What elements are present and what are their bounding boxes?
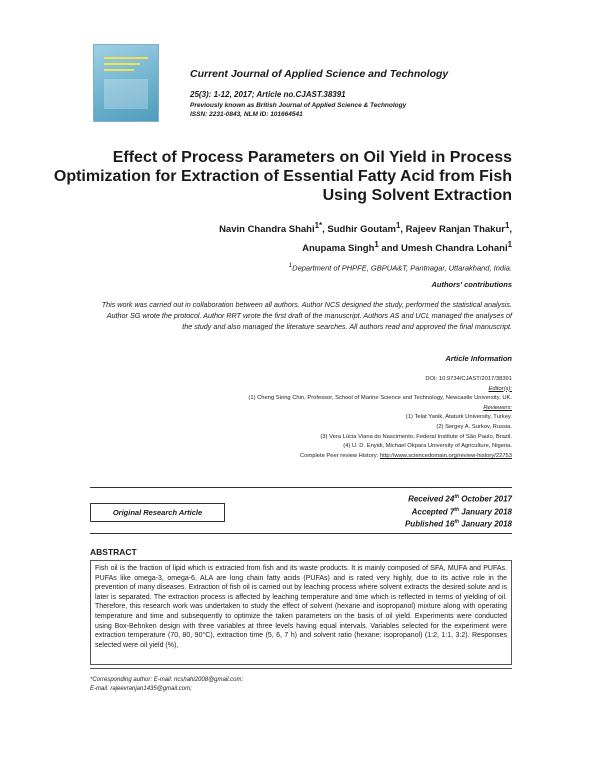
- ordinal-sup: th: [454, 519, 460, 526]
- published-date: [300, 517, 512, 530]
- journal-name: Current Journal of Applied Science and Technology: [190, 68, 449, 80]
- received-text: Received 24: [408, 494, 455, 504]
- author-name: Navin Chandra Shahi: [219, 224, 315, 236]
- peer-review-history: [100, 452, 512, 462]
- doi: DOI: 10.9734/CJAST/2017/38391: [425, 376, 512, 382]
- divider: [90, 487, 512, 488]
- volume-line: 25(3): 1-12, 2017; Article no.CJAST.38391: [190, 90, 346, 99]
- divider: [90, 533, 512, 534]
- author-affil-mark: 1: [507, 240, 512, 250]
- published-text: Published 16: [404, 519, 455, 529]
- contributions-text: This work was carried out in collaboration between all authors. Author NCS designed the study, performed the statistical analysis. Author SG wrote the protocol. Author RRT wrote the first draft of the manuscript. Authors AS and UCL managed the analyses of the study and also managed the literature searches. All authors read and approved the final manuscript.: [101, 300, 512, 331]
- cover-title-stripe: [104, 63, 140, 65]
- author-name: Anupama Singh: [302, 243, 375, 255]
- publication-dates: [300, 492, 512, 530]
- reviewers-label: Reviewers:: [483, 404, 512, 411]
- cover-image-block: [104, 79, 148, 109]
- reviewer: (4) U. D. Enyidi, Michael Okpara University of Agriculture, Nigeria.: [343, 443, 512, 450]
- abstract-text: Fish oil is the fraction of lipid which is extracted from fish and its waste products. It is mainly composed of SFA, MUFA and PUFAs. PUFAs like omega-3, omega-6, ALA are long chain fatty acids (PUFAs) and is rated very highly, due to its active role in the prevention of many diseases. Extraction of fish oil is carried out by leaching process where solvent extracts the desired solute and is later is separated. The extraction process is affected by leaching temperature and time which is reflected in terms of yielding of oil. Therefore, this research work was undertaken to study the effect of solvent (hexane and isopropanol) mixture along with operating temperature and time and subsequently to optimize the taken parameters on the basis of oil yield. Experiments were conducted using Box-Behnken design with three variables at three levels having equal intervals. Variables selected for the experiment were extraction temperature (70, 80, 90°C), extraction time (5, 6, 7 h) and solvent ratio (hexane: isopropanol) (1:2, 1:1, 3:2). Responses selected were oil yield (%),: [95, 565, 507, 649]
- article-type-badge: Original Research Article: [90, 503, 225, 522]
- affiliation-text: Department of PHPFE, GBPUA&T, Pantnagar, Uttarakhand, India.: [292, 263, 512, 273]
- paper-title: Effect of Process Parameters on Oil Yield in Process Optimization for Extraction of Essential Fatty Acid from Fish Using Solvent Extraction: [53, 149, 512, 204]
- peer-review-label: Complete Peer review History:: [299, 452, 380, 459]
- footnote: [90, 676, 243, 694]
- article-info: [100, 375, 512, 461]
- affil-mark: 1: [288, 262, 293, 269]
- author-name: , Rajeev Ranjan Thakur: [400, 224, 505, 236]
- secondary-email: E-mail: rajeevranjan1435@gmail.com;: [90, 686, 192, 692]
- reviewer: (2) Sergey A. Surkov, Russia.: [436, 423, 512, 430]
- affiliation: [60, 262, 512, 273]
- previously-known: Previously known as British Journal of Applied Science & Technology: [190, 102, 407, 109]
- published-month: January 2018: [459, 519, 512, 529]
- editor-label: Editor(s):: [488, 385, 512, 392]
- received-date: [300, 492, 512, 505]
- reviewer: (1) Telat Yanik, Ataturk University, Turkey.: [405, 414, 512, 421]
- abstract-box: [90, 560, 512, 665]
- accepted-date: [300, 505, 512, 518]
- contributions-heading: Authors' contributions: [431, 280, 512, 289]
- reviewer: (3) Vera Lúcia Viana do Nascimento, Federal Institute of São Paulo, Brazil.: [320, 433, 512, 440]
- cover-title-stripe: [104, 69, 134, 71]
- author-affil-mark: 1*: [314, 221, 323, 230]
- author-sep: ,: [509, 224, 512, 236]
- corresponding-author: *Corresponding author: E-mail: ncshahi2008@gmail.com;: [90, 677, 244, 683]
- ordinal-sup: th: [454, 506, 460, 513]
- footnote-divider: [90, 668, 512, 669]
- accepted-text: Accepted 7: [411, 507, 455, 517]
- author-affil-mark: 1: [374, 240, 379, 250]
- cover-title-stripe: [104, 57, 148, 59]
- author-affil-mark: 1: [504, 221, 510, 230]
- ordinal-sup: th: [454, 494, 460, 500]
- abstract-heading: ABSTRACT: [90, 547, 137, 557]
- author-name: and Umesh Chandra Lohani: [378, 243, 508, 255]
- peer-review-link[interactable]: http://www.sciencedomain.org/review-history/22753: [379, 452, 512, 459]
- journal-cover-thumbnail: [93, 44, 159, 122]
- author-name: , Sudhir Goutam: [322, 224, 396, 236]
- author-list: [60, 218, 512, 256]
- article-info-heading: Article Information: [445, 354, 512, 363]
- accepted-month: January 2018: [459, 507, 512, 517]
- editor: (1) Cheng Siong Chin, Professor, School of Marine Science and Technology, Newcastle University, UK.: [248, 395, 512, 402]
- author-affil-mark: 1: [396, 221, 401, 230]
- issn-line: ISSN: 2231-0843, NLM ID: 101664541: [190, 111, 303, 118]
- received-month: October 2017: [459, 494, 512, 504]
